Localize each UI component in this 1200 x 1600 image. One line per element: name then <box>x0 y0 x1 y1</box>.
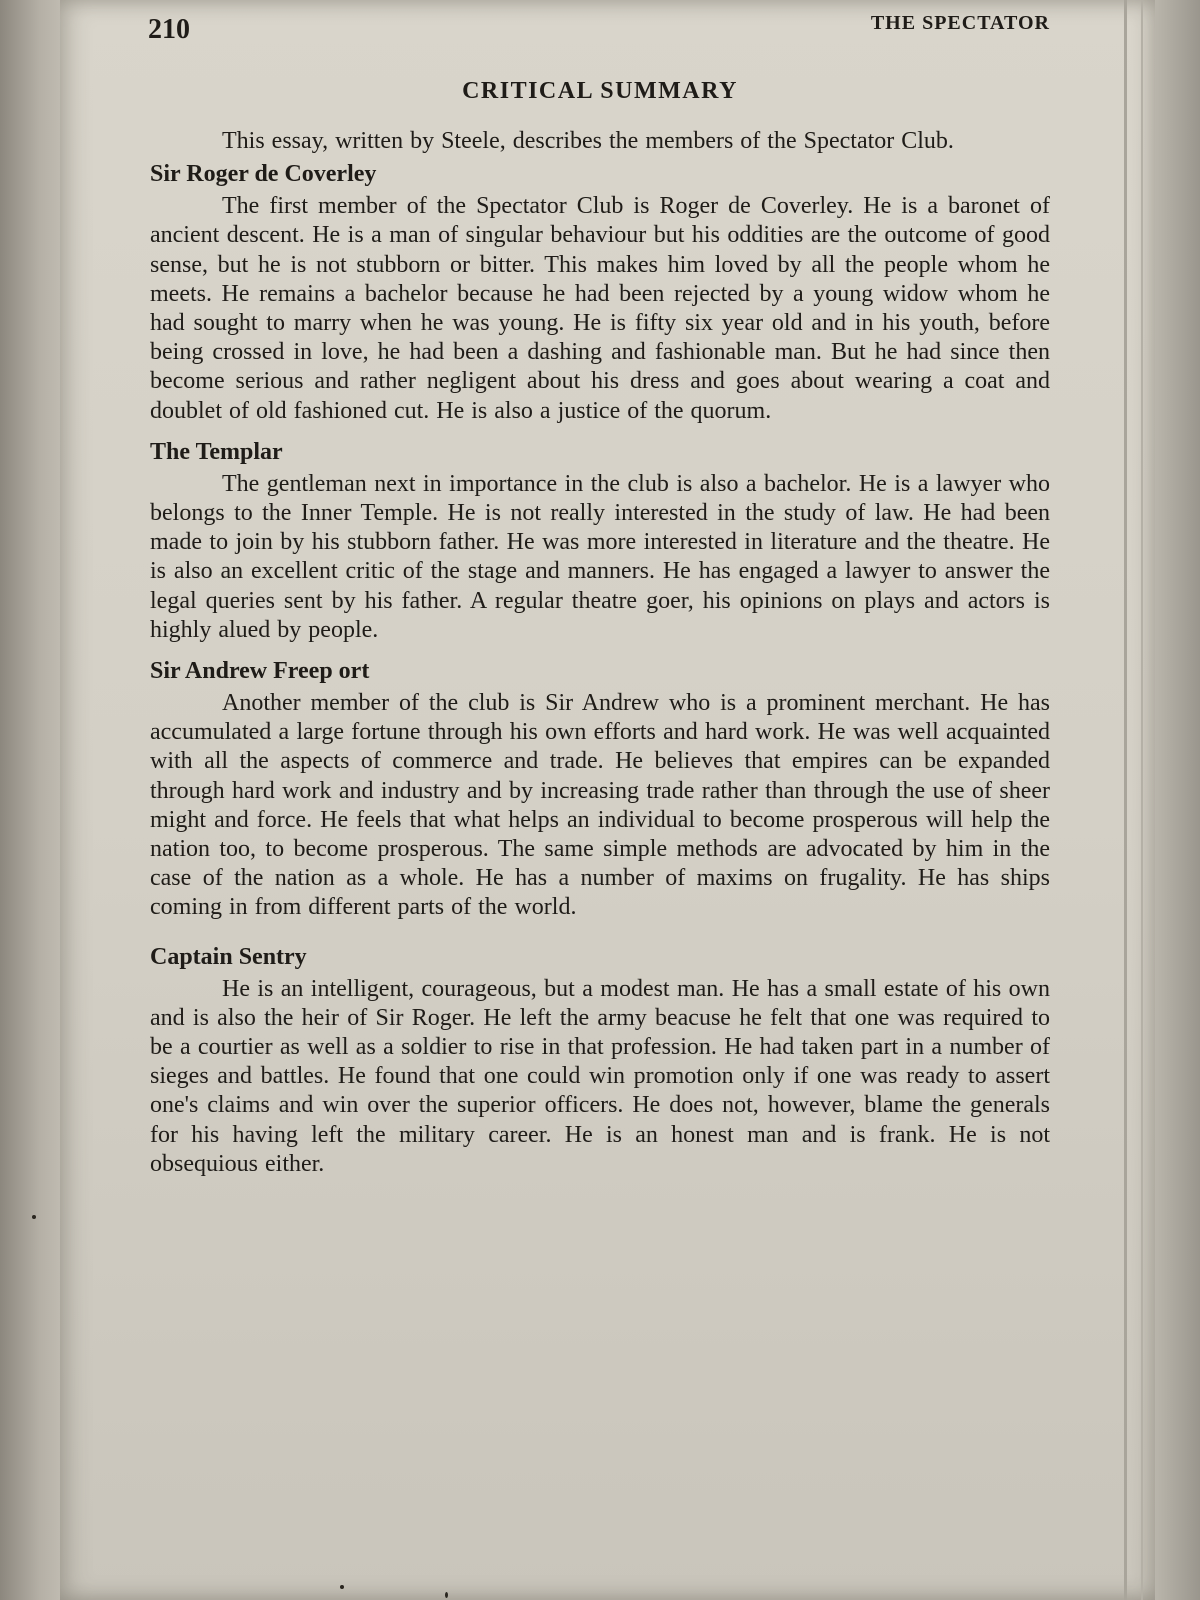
heading-sir-roger: Sir Roger de Coverley <box>150 161 377 188</box>
paragraph-sir-andrew: Another member of the club is Sir Andrew who is a prominent merchant. He has accumulated a large fortune through his own efforts and hard work. He was well acquainted with all the aspects of commerce and trade. He believes that empires can be expanded through hard work and industry and by increasing trade rather than through the use of sheer might and force. He feels that what helps an individual to become prosperous will help the nation too, to become prosperous. The same simple methods are advocated by him in the case of the nation as a whole. He has a number of maxims on frugality. He has ships coming in from different parts of the world. <box>150 690 1050 921</box>
journal-title: THE SPECTATOR <box>870 12 1050 34</box>
page-edge <box>1124 0 1127 1600</box>
paragraph-sir-roger: The first member of the Spectator Club is Roger de Coverley. He is a baronet of ancient descent. He is a man of singular behaviour but his oddities are the outcome of good sense, but he is not stubborn or bitter. This makes him loved by all the people whom he meets. He remains a bachelor because he had been rejected by a young widow whom he had sought to marry when he was young. He is fifty six year old and in his youth, before being crossed in love, he had been a dashing and fashionable man. But he had since then become serious and rather negligent about his dress and goes about wearing a coat and doublet of old fashioned cut. He is also a justice of the quorum. <box>150 193 1050 424</box>
intro-paragraph: This essay, written by Steele, describes the members of the Spectator Club. <box>222 128 954 154</box>
page-number: 210 <box>148 14 190 45</box>
paper-speck <box>445 1592 448 1598</box>
paper-speck <box>32 1215 36 1219</box>
paper-speck <box>340 1585 344 1589</box>
paragraph-captain-sentry: He is an intelligent, courageous, but a modest man. He has a small estate of his own and is also the heir of Sir Roger. He left the army beacuse he felt that one was required to be a courtier as well as a soldier to rise in that profession. He had taken part in a number of sieges and battles. He found that one could win promotion only if one was ready to assert one's claims and win over the superior officers. He does not, however, blame the generals for his having left the military career. He is an honest man and is frank. He is not obsequious either. <box>150 975 1050 1177</box>
heading-captain-sentry: Captain Sentry <box>150 943 307 970</box>
running-head <box>150 12 1050 52</box>
heading-templar: The Templar <box>150 438 283 465</box>
heading-sir-andrew: Sir Andrew Freep ort <box>150 658 370 685</box>
section-title: CRITICAL SUMMARY <box>462 78 738 104</box>
page-content <box>150 12 1050 1179</box>
paragraph-templar: The gentleman next in importance in the club is also a bachelor. He is a lawyer who belongs to the Inner Temple. He is not really interested in the study of law. He had been made to join by his stubborn father. He was more interested in literature and the theatre. He is also an excellent critic of the stage and manners. He has engaged a lawyer to answer the legal queries sent by his father. A regular theatre goer, his opinions on plays and actors is highly alued by people. <box>150 470 1050 643</box>
page-edge-inner <box>1141 0 1143 1600</box>
